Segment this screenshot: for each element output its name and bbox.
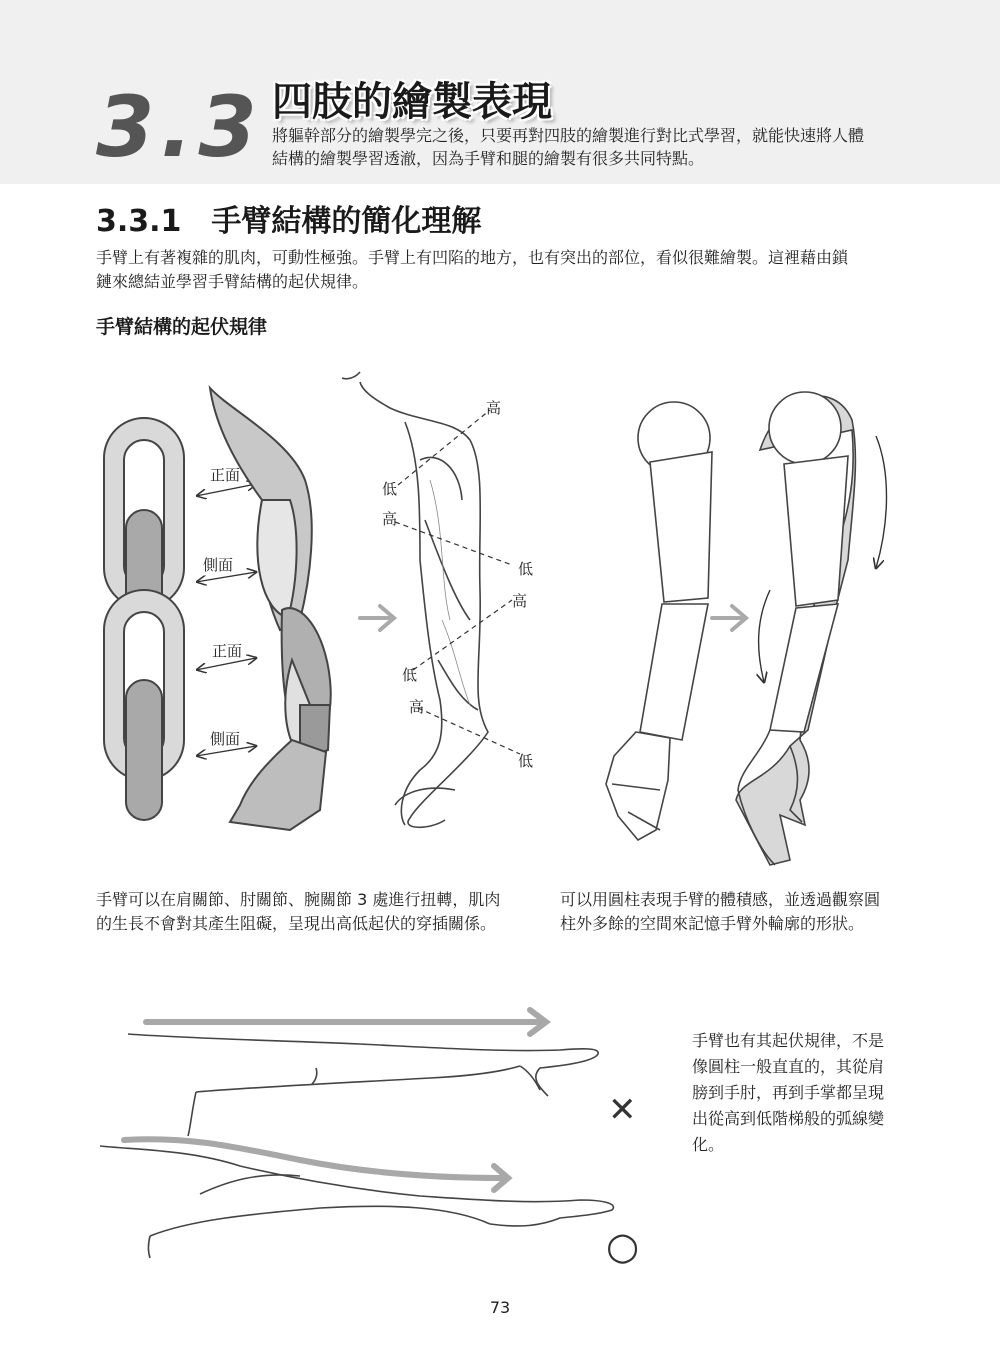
page-number: 73 [489,1298,511,1317]
chain-label-arrows [196,484,256,756]
contour-arm-illustration [736,392,855,865]
caption-line: 膀到手肘，再到手掌都呈現 [692,1083,885,1102]
arm-structure-figure [0,360,1000,880]
chain-label: 側面 [203,556,234,574]
caption-line: 手臂也有其起伏規律，不是 [692,1031,885,1050]
muscle-arm-illustration [342,372,488,827]
right-mark: ○ [606,1224,640,1268]
caption-line: 像圓柱一般直直的，其從肩 [692,1057,885,1076]
caption-right [560,888,880,936]
subsection-title: 手臂結構的起伏規律 [96,316,268,338]
chain-illustration [104,418,184,820]
muscle-label: 高 [409,698,425,716]
chain-arm-illustration [210,388,331,830]
chapter-intro-line: 結構的繪製學習透澈，因為手臂和腿的繪製有很多共同特點。 [272,149,705,168]
arm-profile-wrong [128,1034,598,1136]
section-intro-line: 鏈來總結並學習手臂結構的起伏規律。 [96,272,369,291]
chain-label: 側面 [210,730,241,748]
chapter-intro-line: 將軀幹部分的繪製學完之後，只要再對四肢的繪製進行對比式學習，就能快速將人體 [272,126,865,145]
muscle-label: 低 [402,666,418,684]
caption-line: 化。 [692,1135,725,1154]
section-title: 3.3.1 手臂結構的簡化理解 [96,204,482,239]
straight-arrow [146,1010,546,1034]
caption-bottom [692,1028,884,1158]
chapter-title: 四肢的繪製表現 [272,79,552,125]
muscle-label: 低 [518,560,534,578]
chain-label: 正面 [212,642,243,660]
caption-line: 柱外多餘的空間來記憶手臂外輪廓的形狀。 [560,914,865,933]
arm-profile-figure [0,1000,680,1270]
caption-line: 手臂可以在肩關節、肘關節、腕關節 3 處進行扭轉，肌肉 [96,890,501,909]
section-intro [96,246,911,294]
chapter-intro [272,124,912,170]
muscle-label: 低 [518,752,534,770]
cylinder-arm-illustration [606,402,712,840]
caption-left [96,888,500,936]
muscle-label: 高 [486,399,502,417]
caption-line: 可以用圓柱表現手臂的體積感，並透過觀察圓 [560,890,881,909]
section-intro-line: 手臂上有著複雜的肌肉，可動性極強。手臂上有凹陷的地方，也有突出的部位，看似很難繪製。這裡藉由鎖 [96,248,849,267]
arm-profile-right [100,1146,613,1258]
wrong-mark: ✕ [608,1090,637,1130]
chapter-number: 3.3 [96,78,263,176]
muscle-label: 高 [382,510,398,528]
chain-label: 正面 [210,466,241,484]
caption-line: 出從高到低階梯般的弧線變 [692,1109,885,1128]
muscle-label: 高 [512,592,528,610]
muscle-label: 低 [382,480,398,498]
caption-line: 的生長不會對其產生阻礙，呈現出高低起伏的穿插關係。 [96,914,497,933]
